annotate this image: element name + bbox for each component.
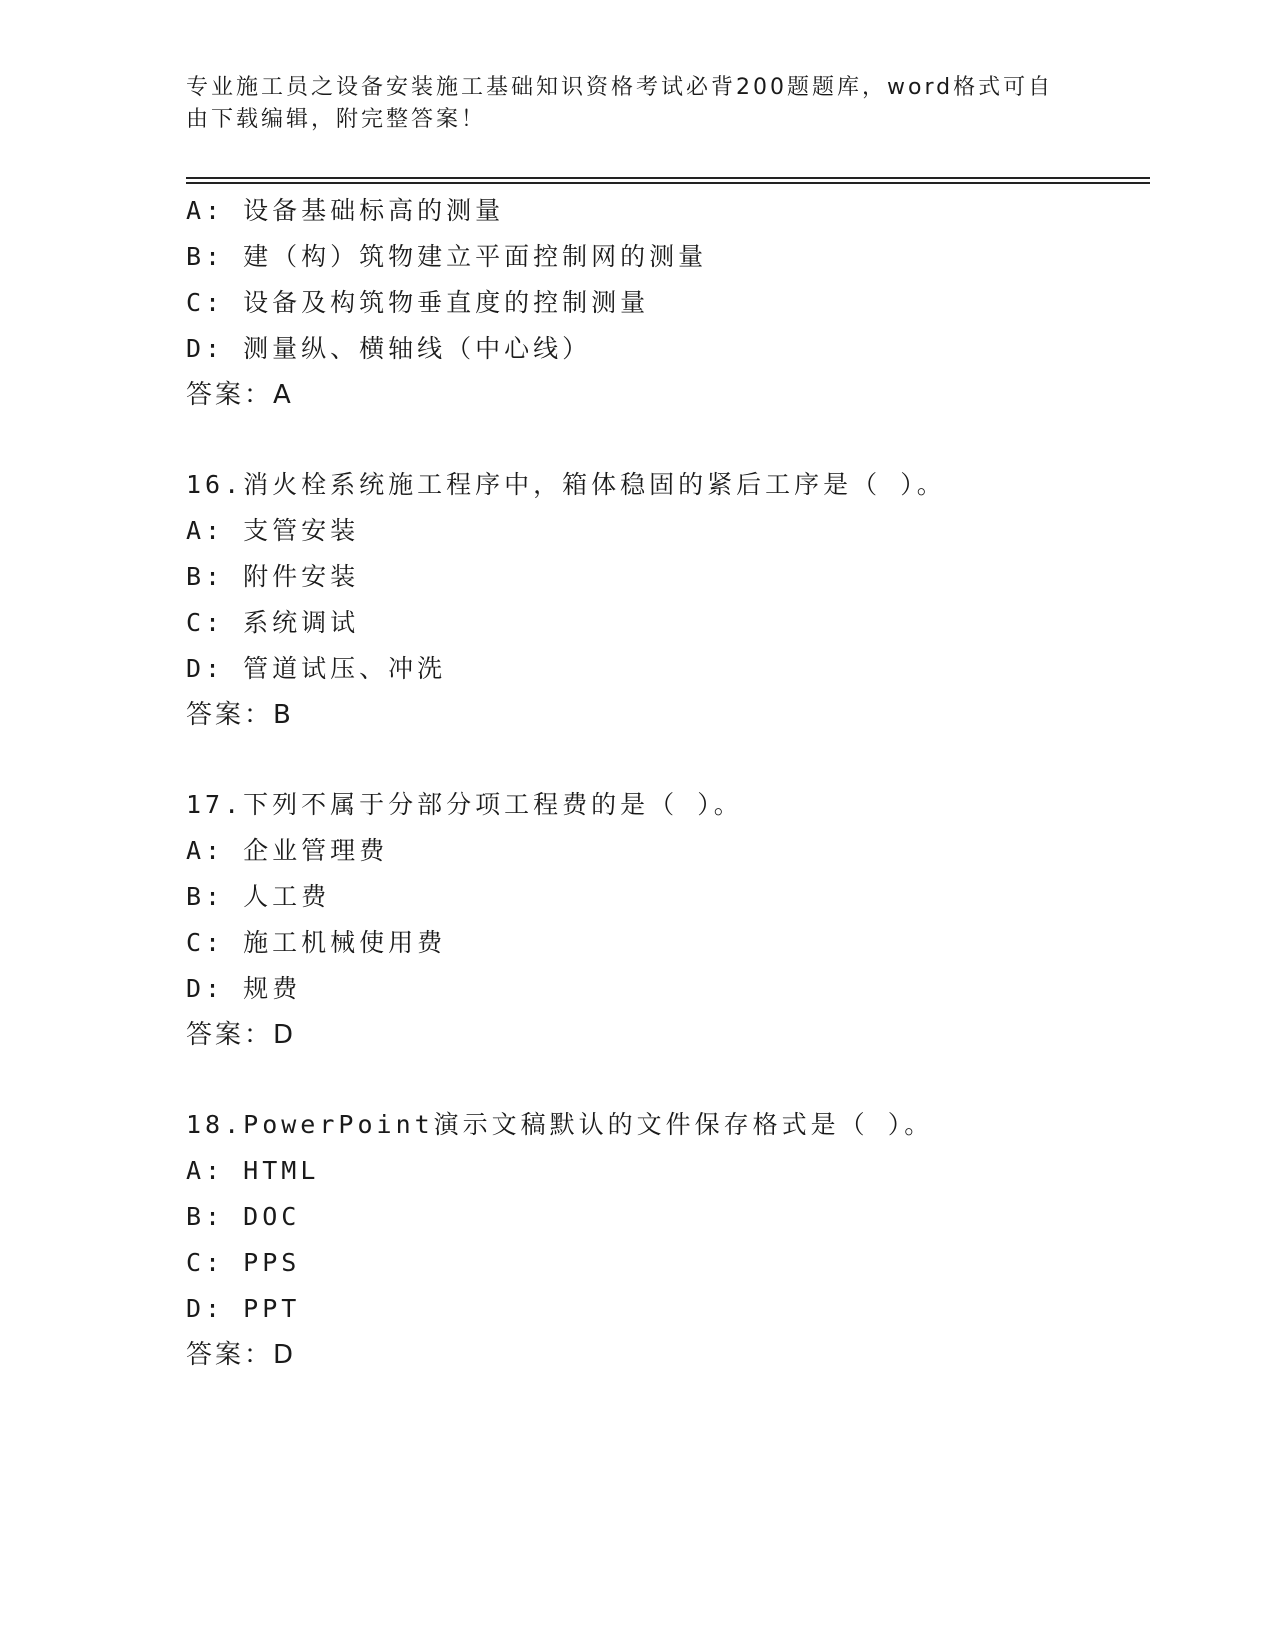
- option-d: [186, 966, 1146, 1012]
- option-text: 测量纵、横轴线（中心线）: [243, 334, 592, 363]
- option-c: [186, 600, 1146, 646]
- option-b: [186, 1194, 1146, 1240]
- header-divider-top: [186, 177, 1150, 179]
- question-block-17: [186, 782, 1146, 1058]
- spacer: [186, 738, 1146, 782]
- option-c: [186, 1240, 1146, 1286]
- option-d: [186, 646, 1146, 692]
- option-letter: D:: [186, 974, 225, 1003]
- spacer: [186, 1058, 1146, 1102]
- option-text: DOC: [243, 1202, 301, 1231]
- answer-line: 答案：D: [186, 1020, 297, 1050]
- option-letter: A:: [186, 1156, 225, 1185]
- option-text: 支管安装: [243, 516, 360, 545]
- option-a: [186, 188, 1146, 234]
- question-stem: 16.消火栓系统施工程序中，箱体稳固的紧后工序是（ ）。: [186, 470, 946, 499]
- option-a: [186, 828, 1146, 874]
- option-letter: B:: [186, 882, 225, 911]
- header-divider-bottom: [186, 182, 1150, 184]
- option-text: 施工机械使用费: [243, 928, 447, 957]
- question-block-18: [186, 1102, 1146, 1378]
- option-letter: B:: [186, 1202, 225, 1231]
- question-list: [186, 188, 1146, 1378]
- spacer: [186, 418, 1146, 462]
- document-header: 专业施工员之设备安装施工基础知识资格考试必背200题题库，word格式可自由下载编辑，附完整答案！: [186, 75, 1054, 132]
- option-text: 管道试压、冲洗: [243, 654, 447, 683]
- option-text: 规费: [243, 974, 302, 1003]
- option-text: 附件安装: [243, 562, 360, 591]
- option-a: [186, 508, 1146, 554]
- option-letter: A:: [186, 516, 225, 545]
- option-letter: C:: [186, 608, 225, 637]
- option-a: [186, 1148, 1146, 1194]
- option-letter: C:: [186, 928, 225, 957]
- option-text: 建（构）筑物建立平面控制网的测量: [243, 242, 708, 271]
- option-b: [186, 234, 1146, 280]
- option-letter: A:: [186, 196, 225, 225]
- option-text: 企业管理费: [243, 836, 389, 865]
- option-b: [186, 874, 1146, 920]
- answer-line: 答案：B: [186, 700, 294, 730]
- option-b: [186, 554, 1146, 600]
- option-text: HTML: [243, 1156, 320, 1185]
- option-c: [186, 280, 1146, 326]
- partial-question-block: [186, 188, 1146, 418]
- option-d: [186, 1286, 1146, 1332]
- option-letter: A:: [186, 836, 225, 865]
- option-letter: D:: [186, 334, 225, 363]
- option-letter: C:: [186, 288, 225, 317]
- question-stem: 18.PowerPoint演示文稿默认的文件保存格式是（ ）。: [186, 1110, 934, 1139]
- question-block-16: [186, 462, 1146, 738]
- question-stem: 17.下列不属于分部分项工程费的是（ ）。: [186, 790, 743, 819]
- option-letter: D:: [186, 1294, 225, 1323]
- option-text: 设备及构筑物垂直度的控制测量: [243, 288, 650, 317]
- option-text: 人工费: [243, 882, 331, 911]
- answer-line: 答案：D: [186, 1340, 297, 1370]
- option-d: [186, 326, 1146, 372]
- option-letter: C:: [186, 1248, 225, 1277]
- option-text: 设备基础标高的测量: [243, 196, 505, 225]
- option-letter: B:: [186, 242, 225, 271]
- option-text: PPT: [243, 1294, 301, 1323]
- option-c: [186, 920, 1146, 966]
- option-text: 系统调试: [243, 608, 360, 637]
- option-letter: D:: [186, 654, 225, 683]
- answer-line: 答案：A: [186, 380, 294, 410]
- option-text: PPS: [243, 1248, 301, 1277]
- option-letter: B:: [186, 562, 225, 591]
